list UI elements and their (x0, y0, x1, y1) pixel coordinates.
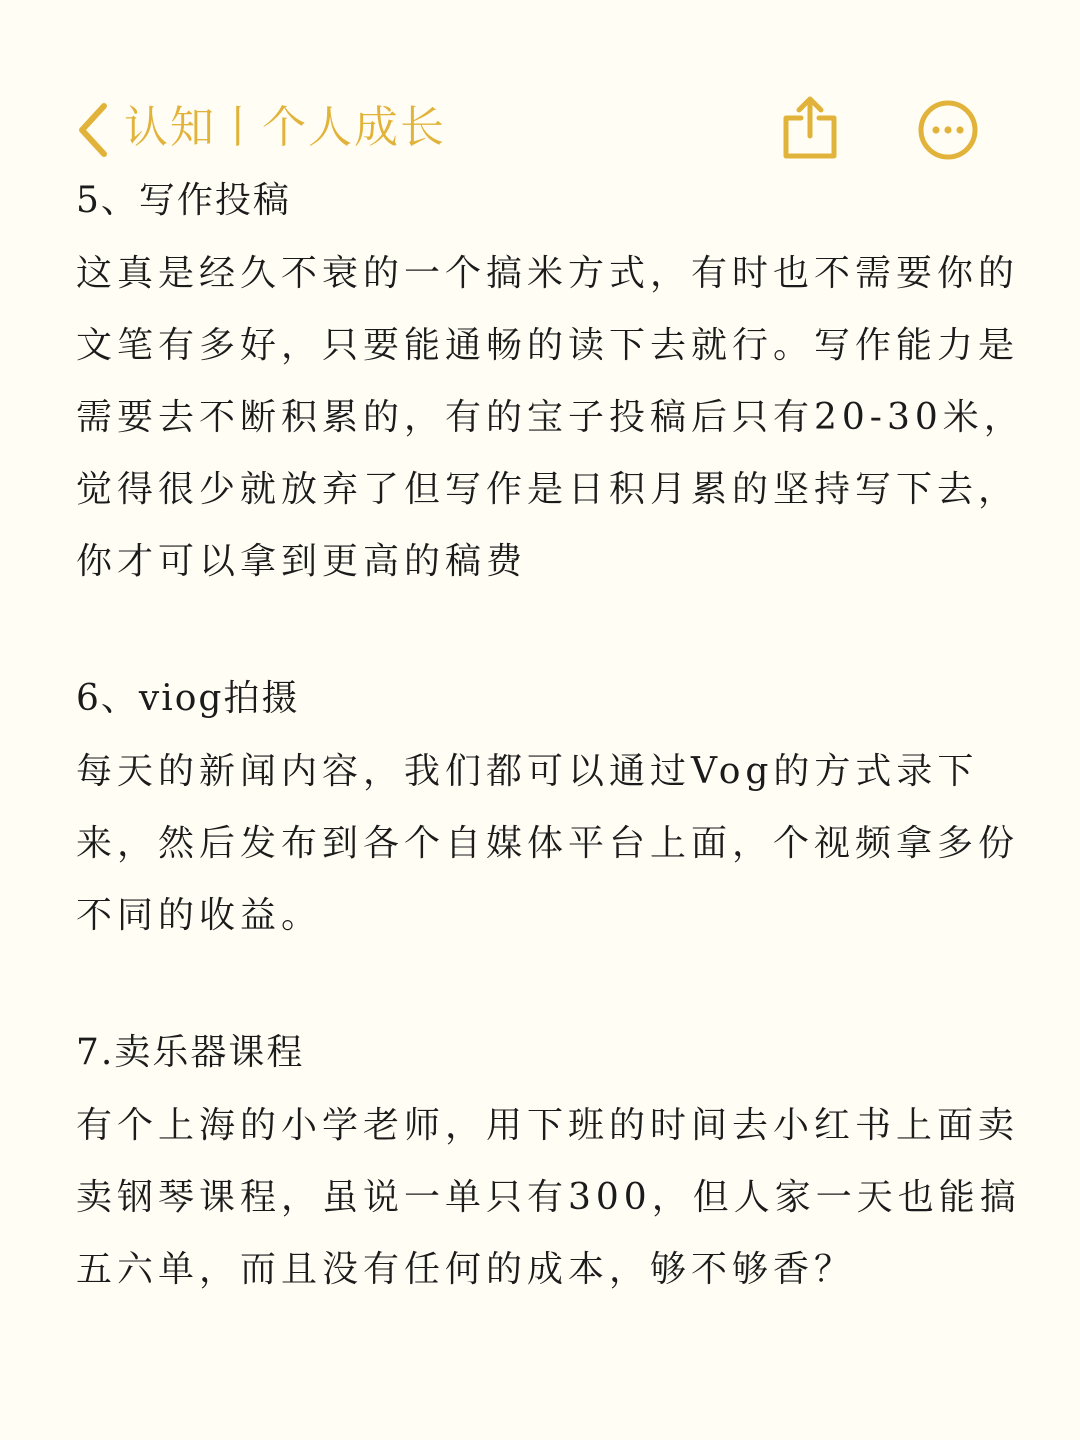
section-vlog (76, 670, 1020, 952)
more-button[interactable] (916, 98, 980, 162)
body-line: 每天的新闻内容，我们都可以通过Vog的方式录下 (76, 751, 979, 792)
section-writing (76, 172, 1025, 598)
body-line: 觉得很少就放弃了但写作是日积月累的坚持写下去， (76, 469, 1020, 510)
section-music-course (76, 1024, 1021, 1306)
page-title: 认知丨个人成长 (124, 102, 446, 153)
body-line: 有个上海的小学老师，用下班的时间去小红书上面卖 (76, 1105, 1020, 1146)
more-icon (916, 98, 980, 162)
body-line: 五六单，而且没有任何的成本，够不够香？ (76, 1249, 856, 1290)
section-body (76, 736, 1020, 952)
section-heading: 6、viog拍摄 (76, 678, 300, 719)
body-line: 需要去不断积累的，有的宝子投稿后只有20-30米， (76, 397, 1025, 438)
section-body (76, 1090, 1021, 1306)
share-icon (780, 94, 840, 162)
body-line: 不同的收益。 (76, 895, 323, 936)
share-button[interactable] (780, 94, 840, 162)
section-heading: 7.卖乐器课程 (76, 1032, 305, 1073)
body-line: 文笔有多好，只要能通畅的读下去就行。写作能力是 (76, 325, 1020, 366)
section-body (76, 238, 1025, 598)
chevron-left-icon (72, 102, 116, 158)
navigation-bar (0, 88, 1080, 172)
body-line: 卖钢琴课程，虽说一单只有300，但人家一天也能搞 (76, 1177, 1021, 1218)
body-line: 这真是经久不衰的一个搞米方式，有时也不需要你的 (76, 253, 1020, 294)
body-line: 来，然后发布到各个自媒体平台上面，个视频拿多份 (76, 823, 1020, 864)
section-heading: 5、写作投稿 (76, 180, 291, 221)
back-button[interactable] (72, 102, 116, 158)
note-content (76, 172, 1025, 1306)
body-line: 你才可以拿到更高的稿费 (76, 541, 528, 582)
